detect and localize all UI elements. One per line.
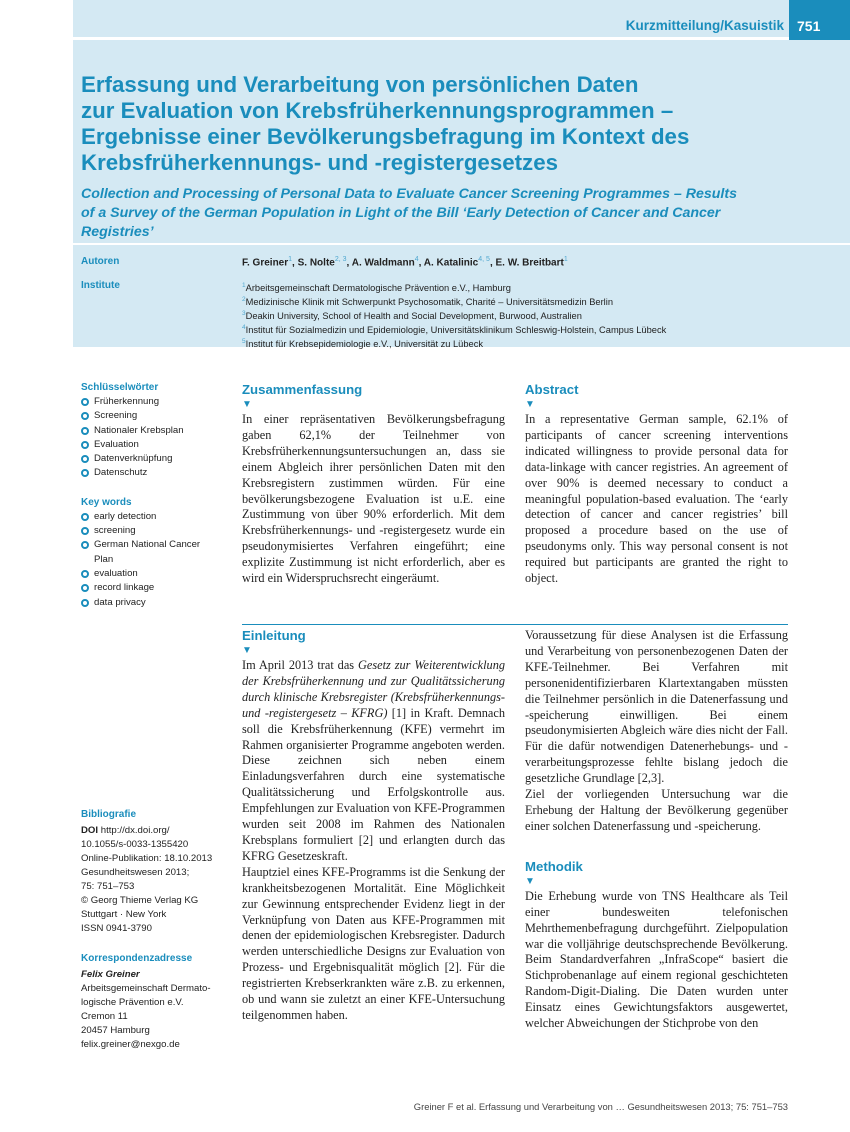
body-paragraph: Ziel der vorliegenden Untersuchung war die Erhebung der Haltung der Bevölkerung gegenüber einer solchen Datenerfassung und -speicherung. <box>525 787 788 833</box>
bullet-icon <box>81 398 89 406</box>
bibliography-line: © Georg Thieme Verlag KG <box>81 895 199 906</box>
subtitle-line: Registries’ <box>81 224 154 240</box>
bibliography-line: 10.1055/s-0033-1355420 <box>81 839 189 850</box>
bullet-icon <box>81 412 89 420</box>
author-name: F. Greiner <box>242 257 289 269</box>
body-paragraph: Voraussetzung für diese Analysen ist die Erfassung und Verarbeitung von personenbezogenen Daten der KFE-Teilnehmer. Bei Verfahren mit personenidentifizierbaren Klartextangaben müssten die Teilnehmer persönlich in die Datenerfassung und -speicherung einwilligen. Bei einem pseudonymisierten Abgleich wäre dies nicht der Fall. Für die dafür notwendigen Datenerhebungs- und -verarbeitungsprozesse fehlte bislang jedoch die gesetzliche Grundlage [2,3]. <box>525 628 788 786</box>
keyword-item <box>81 581 231 595</box>
zusammenfassung-column <box>242 382 505 587</box>
einleitung-paragraph: Hauptziel eines KFE-Programms ist die Senkung der krankheitsbezogenen Mortalität. Eine Möglichkeit zur Gewinnung entsprechender Evidenz liegt in der Verknüpfung von Daten aus KFE-Programmen mit denen der epidemiologischen Krebsregister. Dadurch werden unterschiedliche Designs zur Evaluation von Prozess- und Ergebnisqualität möglich [2]. Für die registrierten Krebserkrankten wäre z.B. zu erkennen, ob und wann sie zuletzt an einer KFE-Untersuchung teilgenommen haben. <box>242 864 505 1022</box>
affiliation-item <box>242 308 666 322</box>
article-title <box>81 72 801 176</box>
bullet-icon <box>81 541 89 549</box>
keyword-text: German National Cancer Plan <box>94 539 201 565</box>
bullet-icon <box>81 427 89 435</box>
author-affiliation-mark: 2, 3 <box>334 256 347 263</box>
keyword-text: Nationaler Krebsplan <box>94 424 184 436</box>
keyword-item <box>81 395 231 409</box>
author-name: A. Waldmann <box>351 257 415 269</box>
author-name: S. Nolte <box>297 257 335 269</box>
keyword-text: Datenschutz <box>94 467 148 479</box>
affiliation-text: Institut für Sozialmedizin und Epidemiologie, Universitätsklinikum Schleswig-Holstein, Campus Lübeck <box>245 325 667 336</box>
author-name: A. Katalinic <box>423 257 479 269</box>
correspondence-line: 20457 Hamburg <box>81 1025 150 1036</box>
correspondence-line: logische Prävention e.V. <box>81 997 184 1008</box>
article-subtitle-english <box>81 185 781 242</box>
einleitung-text: [1] in Kraft. Demnach soll die Krebsfrüherkennung (KFE) vermehrt im Rahmen organisierter Programme angeboten werden. Diese zeichnen sich neben einem Einladungsverfahren durch eine systematische Qualitätssicherung und Erfolgskontrolle aus. Empfehlungen zur Evaluation von KFE-Programmen wurden seit 2008 im Rahmen des Nationalen Krebsplans formuliert [2] und erlangten durch das KFRG Gesetzeskraft. <box>242 705 505 863</box>
abstract-heading: Abstract <box>525 382 579 397</box>
affiliation-item <box>242 294 666 308</box>
bibliography-heading: Bibliografie <box>81 809 137 820</box>
methodik-heading: Methodik <box>525 858 583 874</box>
abstract-column <box>525 382 788 587</box>
law-title: Gesetz zur Weiterentwicklung der Krebsfrüherkennung und zur Qualitätssicherung durch klinische Krebsregister (Krebsfrüherkennungs- und -registergesetz – KFRG) <box>242 658 505 720</box>
keyword-item <box>81 510 231 524</box>
bullet-icon <box>81 455 89 463</box>
affiliation-number: 2 <box>242 296 246 304</box>
bibliography-line: 75: 751–753 <box>81 881 135 892</box>
affiliation-text: Medizinische Klinik mit Schwerpunkt Psychosomatik, Charité – Universitätsmedizin Berlin <box>245 297 613 308</box>
bullet-icon <box>81 441 89 449</box>
author-name: E. W. Breitbart <box>495 257 564 269</box>
body-right-column <box>525 628 788 1032</box>
doi-label: DOI <box>81 825 99 836</box>
affiliation-item <box>242 280 666 294</box>
bullet-icon <box>81 570 89 578</box>
author-list: F. Greiner$^1$, S. Nolte$^{2, 3}$, A. Waldmann$^4$, A. Katalinic$^{4, 5}$, E. W. Breitbart$^1$ <box>242 256 568 269</box>
keyword-text: record linkage <box>94 582 155 594</box>
keyword-text: evaluation <box>94 567 138 579</box>
keyword-item <box>81 452 231 466</box>
keywords-sidebar <box>81 382 231 610</box>
author-affiliation-mark: 1 <box>288 256 293 263</box>
page-footer: Greiner F et al. Erfassung und Verarbeitung von … Gesundheitswesen 2013; 75: 751–753 <box>413 1101 788 1112</box>
section-label: Kurzmitteilung/Kasuistik <box>625 18 784 33</box>
keyword-item <box>81 567 231 581</box>
institutes-label: Institute <box>81 280 120 291</box>
keyword-text: Screening <box>94 410 138 422</box>
einleitung-text: Im April 2013 trat das <box>242 658 358 672</box>
bullet-icon <box>81 527 89 535</box>
correspondence-block <box>81 952 241 1052</box>
bullet-icon <box>81 584 89 592</box>
author-affiliation-mark: 1 <box>563 256 568 263</box>
keyword-item <box>81 466 231 480</box>
title-line: Ergebnisse einer Bevölkerungsbefragung im Kontext des <box>81 124 690 149</box>
keyword-item <box>81 424 231 438</box>
keyword-text: data privacy <box>94 596 146 608</box>
einleitung-heading: Einleitung <box>242 628 306 643</box>
author-affiliation-mark: 4 <box>414 256 419 263</box>
triangle-down-icon: ▼ <box>525 875 535 887</box>
einleitung-paragraph <box>242 658 505 865</box>
affiliation-number: 5 <box>242 338 246 346</box>
affiliation-text: Arbeitsgemeinschaft Dermatologische Prävention e.V., Hamburg <box>245 283 511 294</box>
bibliography-line: Gesundheitswesen 2013; <box>81 867 190 878</box>
affiliation-text: Institut für Krebsepidemiologie e.V., Universität zu Lübeck <box>245 339 483 350</box>
bibliography-line: ISSN 0941-3790 <box>81 923 152 934</box>
authors-label: Autoren <box>81 256 120 267</box>
bullet-icon <box>81 599 89 607</box>
subtitle-line: Collection and Processing of Personal Data to Evaluate Cancer Screening Programmes – Results <box>81 186 737 202</box>
author-affiliation-mark: 4, 5 <box>478 256 490 263</box>
abstract-text: In a representative German sample, 62.1% of participants of cancer screening interventions indicated willingness to provide personal data for data-linkage with cancer registries. An agreement of over 90% is deemed necessary to conduct a meaningful population-based evaluation. The ‘early detection of cancer and cancer registries’ bill proposed a procedure based on the use of pseudonyms only. This way personal consent is not required but participants are granted the right to object. <box>525 412 788 586</box>
bibliography-line: Stuttgart · New York <box>81 909 167 920</box>
doi-line <box>81 824 231 838</box>
section-rule <box>242 624 788 625</box>
correspondence-line: Cremon 11 <box>81 1011 128 1022</box>
bibliography-line: Online-Publikation: 18.10.2013 <box>81 853 213 864</box>
title-line: Krebsfrüherkennungs- und -registergesetzes <box>81 150 559 175</box>
keyword-item <box>81 438 231 452</box>
zusammenfassung-text: In einer repräsentativen Bevölkerungsbefragung gaben 62,1% der Teilnehmer von Krebsfrüherkennungsuntersuchungen an, dass sie einem Abgleich ihrer persönlichen Daten mit den Krebsregistern zustimmen würden. Für eine bevölkerungsbezogene Evaluation ist u.E. eine Zustimmung von über 90% erforderlich. Mit dem Krebsfrüherkennungs- und -registergesetz wurde ein pseudonymisiertes Verfahren eingeführt; eine explizite Zustimmung ist nicht erforderlich, aber es wird ein Widerspruchsrecht eingeräumt. <box>242 412 505 586</box>
correspondence-line: Arbeitsgemeinschaft Dermato- <box>81 983 211 994</box>
correspondence-heading: Korrespondenzadresse <box>81 953 193 964</box>
bullet-icon <box>81 469 89 477</box>
bullet-icon <box>81 513 89 521</box>
keyword-text: Früherkennung <box>94 396 160 407</box>
keyword-item <box>81 409 231 423</box>
triangle-down-icon: ▼ <box>242 645 252 656</box>
triangle-down-icon: ▼ <box>242 399 252 410</box>
keyword-item <box>81 596 231 610</box>
affiliation-number: 3 <box>242 310 246 318</box>
title-line: Erfassung und Verarbeitung von persönlichen Daten <box>81 72 639 97</box>
triangle-down-icon: ▼ <box>525 399 535 410</box>
affiliation-list <box>242 280 666 350</box>
keyword-item <box>81 538 211 567</box>
affiliation-text: Deakin University, School of Health and Social Development, Burwood, Australien <box>245 311 582 322</box>
bibliography-block <box>81 808 231 936</box>
keywords-english-list <box>81 510 231 610</box>
affiliation-number: 1 <box>242 282 246 289</box>
keyword-text: screening <box>94 525 136 537</box>
affiliation-item <box>242 322 666 336</box>
affiliation-number: 4 <box>242 324 246 332</box>
einleitung-column <box>242 628 505 1024</box>
title-line: zur Evaluation von Krebsfrüherkennungsprogrammen – <box>81 98 674 123</box>
doi-link[interactable]: http://dx.doi.org/ <box>100 825 170 836</box>
affiliation-item <box>242 336 666 350</box>
keywords-german-list <box>81 395 231 481</box>
zusammenfassung-heading: Zusammenfassung <box>242 382 363 397</box>
header-divider <box>73 243 850 245</box>
correspondence-name: Felix Greiner <box>81 969 140 980</box>
keyword-text: Evaluation <box>94 438 139 450</box>
page-number: 751 <box>789 0 850 40</box>
keyword-item <box>81 524 231 538</box>
keywords-german-heading: Schlüsselwörter <box>81 382 159 393</box>
methodik-text: Die Erhebung wurde von TNS Healthcare als Teil einer bundesweiten telefonischen Mehrthemenbefragung durchgeführt. Zielpopulation war die volljährige deutschsprechende Bevölkerung. Beim Standardverfahren „InfraScope“ basiert die Stichprobenanlage auf einem regional geschichteten Random-Digit-Dialing. Die Daten wurden unter Einsatz eines Gewichtungsfaktors ausgewertet, welcher Abweichungen der Stichprobe von den <box>525 888 788 1031</box>
keyword-text: early detection <box>94 510 157 522</box>
keywords-english-heading: Key words <box>81 496 132 508</box>
correspondence-email[interactable]: felix.greiner@nexgo.de <box>81 1039 180 1050</box>
keyword-text: Datenverknüpfung <box>94 453 173 465</box>
subtitle-line: of a Survey of the German Population in Light of the Bill ‘Early Detection of Cancer and Cancer <box>81 205 721 221</box>
